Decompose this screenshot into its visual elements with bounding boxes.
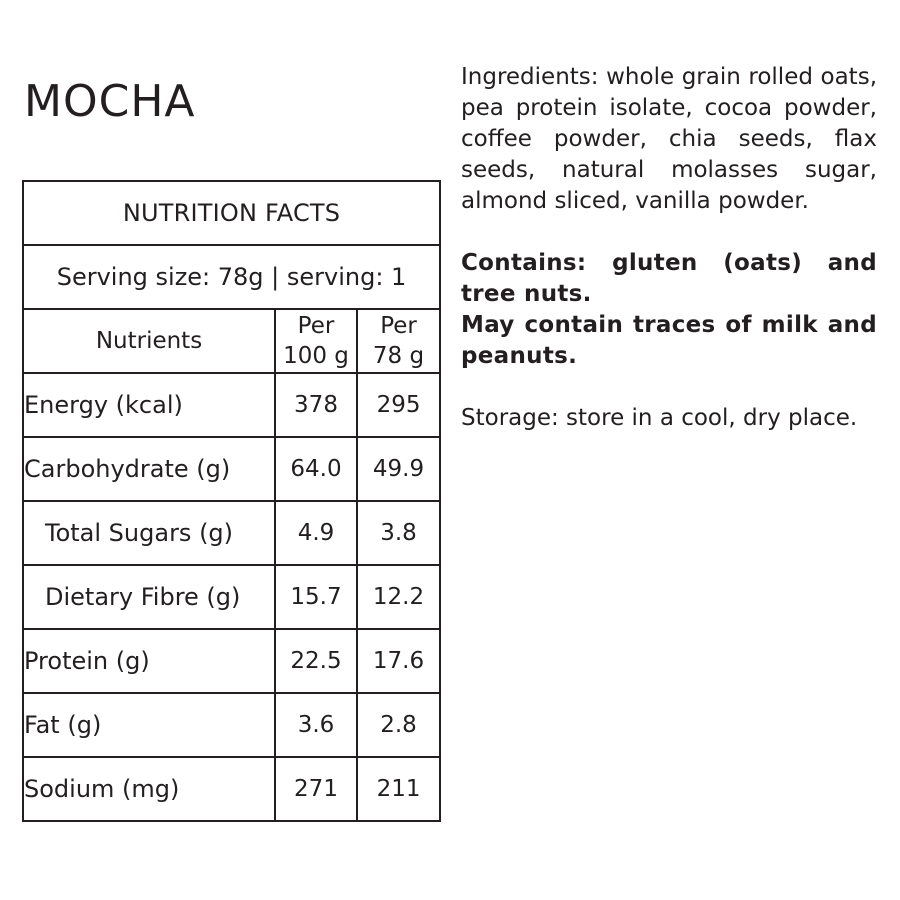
- value-per-100g: 4.9: [275, 501, 357, 565]
- column-header-nutrients: Nutrients: [23, 309, 275, 373]
- table-row: [23, 437, 440, 501]
- allergen-contains: Contains: gluten (oats) and tree nuts.: [461, 250, 877, 307]
- storage-text: Storage: store in a cool, dry place.: [461, 405, 858, 431]
- value-per-78g: 3.8: [357, 501, 440, 565]
- value-per-100g: 3.6: [275, 693, 357, 757]
- value-per-100g: 15.7: [275, 565, 357, 629]
- nutrient-name: Fat (g): [23, 693, 275, 757]
- nutrient-name: Protein (g): [23, 629, 275, 693]
- value-per-78g: 211: [357, 757, 440, 821]
- nutrition-facts-title: NUTRITION FACTS: [23, 181, 440, 245]
- table-row: [23, 565, 440, 629]
- column-header-per-100g: [275, 309, 357, 373]
- per-78g-line1: Per: [380, 313, 417, 339]
- table-row: [23, 501, 440, 565]
- per-100g-line2: 100 g: [283, 343, 349, 369]
- nutrition-facts-table: [22, 180, 441, 822]
- nutrient-name: Dietary Fibre (g): [23, 565, 275, 629]
- value-per-78g: 295: [357, 373, 440, 437]
- per-78g-line2: 78 g: [372, 343, 425, 369]
- value-per-100g: 378: [275, 373, 357, 437]
- table-header-row: [23, 309, 440, 373]
- nutrient-name: Energy (kcal): [23, 373, 275, 437]
- value-per-78g: 12.2: [357, 565, 440, 629]
- serving-size: Serving size: 78g | serving: 1: [23, 245, 440, 309]
- allergen-may-contain: May contain traces of milk and peanuts.: [461, 312, 877, 369]
- product-info: [461, 62, 877, 434]
- value-per-100g: 64.0: [275, 437, 357, 501]
- value-per-100g: 271: [275, 757, 357, 821]
- nutrient-name: Carbohydrate (g): [23, 437, 275, 501]
- product-title: MOCHA: [24, 76, 196, 127]
- per-100g-line1: Per: [297, 313, 335, 339]
- value-per-100g: 22.5: [275, 629, 357, 693]
- table-row: [23, 693, 440, 757]
- value-per-78g: 17.6: [357, 629, 440, 693]
- ingredients-text: Ingredients: whole grain rolled oats, pea protein isolate, cocoa powder, coffee powder, chia seeds, flax seeds, natural molasses sugar, almond sliced, vanilla powder.: [461, 64, 877, 214]
- nutrient-name: Sodium (mg): [23, 757, 275, 821]
- nutrient-name: Total Sugars (g): [23, 501, 275, 565]
- column-header-per-78g: [357, 309, 440, 373]
- table-row: [23, 629, 440, 693]
- table-row: [23, 757, 440, 821]
- table-row: [23, 373, 440, 437]
- value-per-78g: 49.9: [357, 437, 440, 501]
- value-per-78g: 2.8: [357, 693, 440, 757]
